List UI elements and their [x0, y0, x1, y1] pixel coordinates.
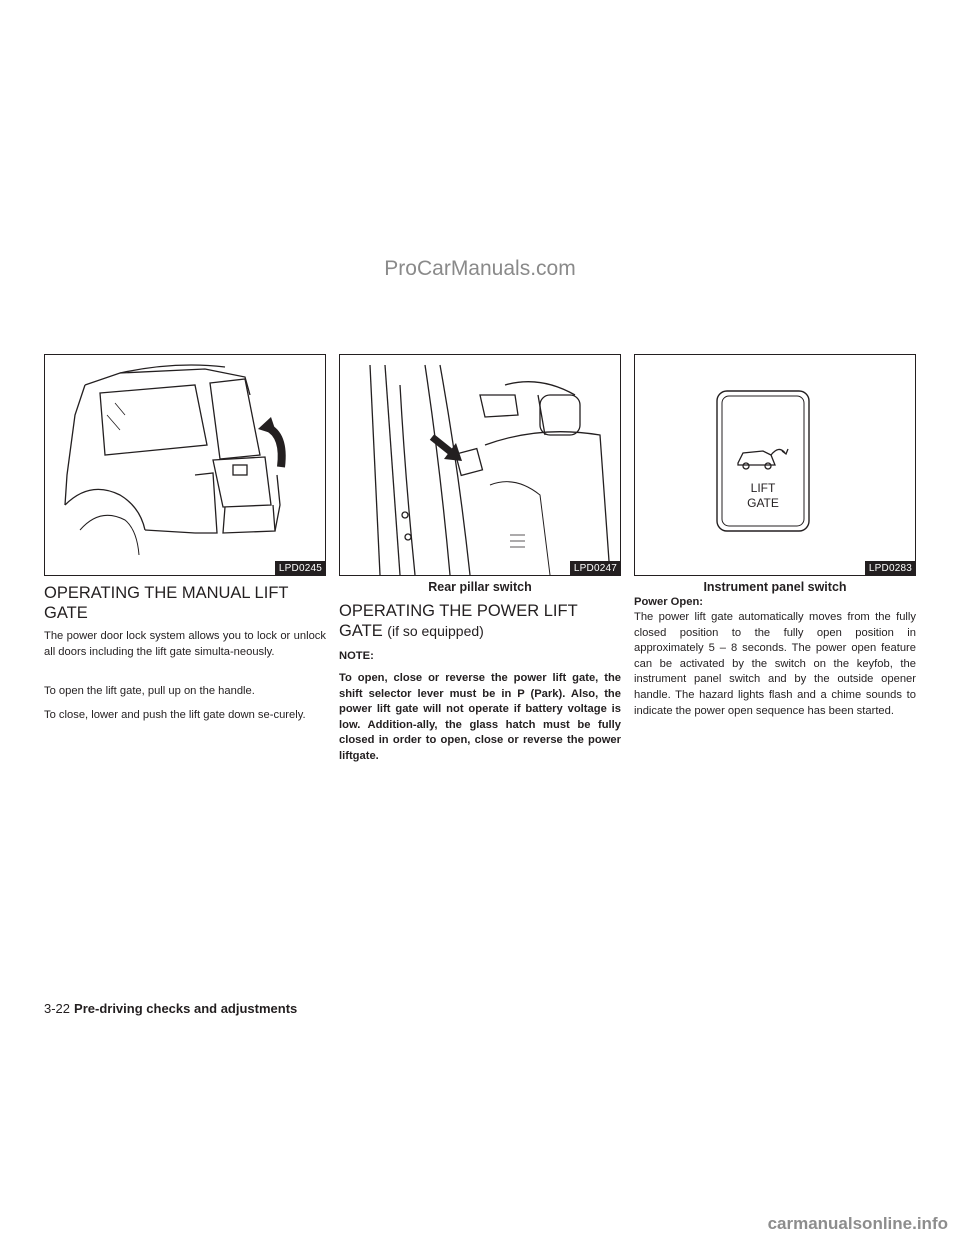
panel-switch-illustration	[635, 355, 915, 575]
manual-para-2: To open the lift gate, pull up on the handle.	[44, 685, 255, 697]
figure-rear-pillar-switch	[339, 354, 621, 576]
caption-rear-pillar-switch: Rear pillar switch	[428, 580, 532, 594]
page-number: 3-22	[44, 1001, 71, 1016]
switch-label-line2: GATE	[747, 496, 779, 510]
chapter-title: Pre-driving checks and adjustments	[74, 1001, 298, 1016]
note-text: To open, close or reverse the power lift gate, the shift selector lever must be in P (Park). Also, the power lift gate will not operate if battery voltage is low. Addition-ally, the glass hatch must be fully closed in order to open, close or reverse the power liftgate.	[339, 672, 621, 762]
power-open-heading: Power Open:	[634, 596, 703, 608]
note-label: NOTE:	[339, 650, 374, 662]
manual-lift-gate-heading: OPERATING THE MANUAL LIFT GATE	[44, 584, 289, 622]
manual-para-3: To close, lower and push the lift gate down se-curely.	[44, 709, 306, 721]
switch-label-line1: LIFT	[750, 481, 776, 495]
figure-code: LPD0245	[275, 561, 325, 575]
lift-gate-icon	[738, 449, 788, 469]
manual-para-1: The power door lock system allows you to lock or unlock all doors including the lift gate simulta-neously.	[44, 630, 326, 658]
rear-pillar-illustration	[340, 355, 620, 575]
figure-manual-lift-gate	[44, 354, 326, 576]
watermark-bottom: carmanualsonline.info	[767, 1214, 948, 1233]
watermark-top: ProCarManuals.com	[384, 257, 576, 280]
power-lift-gate-heading: OPERATING THE POWER LIFT GATE (if so equipped)	[339, 602, 578, 640]
page-footer	[44, 1001, 297, 1016]
caption-instrument-panel-switch: Instrument panel switch	[703, 580, 847, 594]
power-open-text: The power lift gate automatically moves from the fully closed position to the fully open position in approximately 5 – 8 seconds. The power open feature can be activated by the switch on the keyfob, the instrument panel switch and by the outside opener handle. The hazard lights flash and a chime sounds to indicate the power open sequence has been started.	[634, 611, 916, 717]
figure-instrument-panel-switch	[634, 354, 916, 576]
vehicle-rear-illustration	[45, 355, 325, 575]
figure-code: LPD0247	[570, 561, 620, 575]
figure-code: LPD0283	[865, 561, 915, 575]
